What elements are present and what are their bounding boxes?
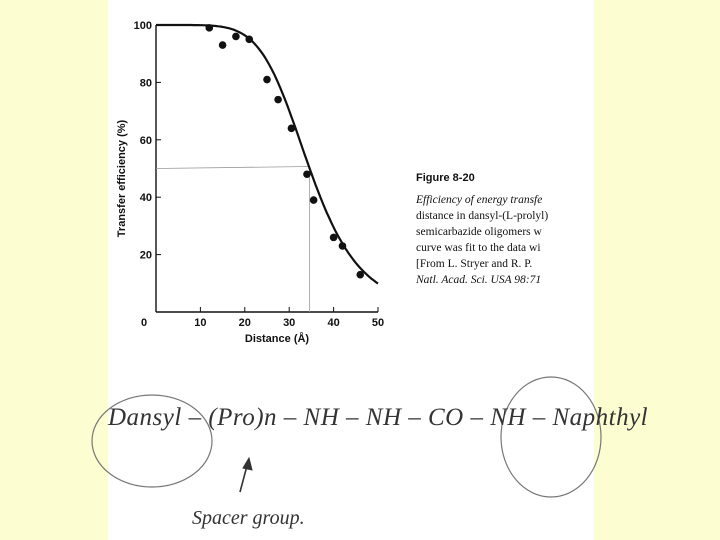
x-tick-label: 10 <box>194 317 207 329</box>
figure-label: Figure 8-20 <box>416 172 475 184</box>
caption-line-1: Efficiency of energy transfe <box>416 194 543 206</box>
data-point <box>219 41 227 49</box>
data-point <box>274 96 282 104</box>
data-point <box>263 76 271 84</box>
figure-caption <box>416 170 562 310</box>
caption-line-2: distance in dansyl-(L-prolyl) <box>416 210 549 222</box>
data-point <box>356 271 364 279</box>
caption-line-5: [From L. Stryer and R. P. <box>416 258 533 270</box>
y-tick-label: 40 <box>139 192 152 205</box>
data-point <box>310 196 318 204</box>
y-tick-label: 80 <box>139 77 152 90</box>
half-efficiency-guide <box>156 167 310 169</box>
x-tick-label: 30 <box>283 317 296 329</box>
x-tick-label: 20 <box>238 317 251 329</box>
data-point <box>339 242 347 250</box>
handwritten-formula: Dansyl – (Pro)n – NH – NH – CO – NH – Naphthyl <box>108 404 649 431</box>
spacer-group-label: Spacer group. <box>192 507 305 529</box>
chart-axes <box>116 20 384 345</box>
x-axis-title: Distance (Å) <box>244 333 310 345</box>
y-tick-label: 100 <box>133 20 152 32</box>
data-point <box>330 234 338 242</box>
naphthyl-circle <box>501 377 601 497</box>
x-tick-label: 0 <box>140 317 148 329</box>
data-point <box>288 125 296 133</box>
spacer-arrow-icon <box>240 458 252 492</box>
x-tick-label: 50 <box>371 317 385 329</box>
data-point <box>245 36 253 44</box>
y-axis-title: Transfer efficiency (%) <box>116 119 128 238</box>
y-tick-label: 20 <box>139 249 152 262</box>
caption-line-4: curve was fit to the data wi <box>416 242 541 254</box>
handwriting-annotations <box>92 377 601 497</box>
data-point <box>205 24 213 32</box>
data-point <box>303 170 311 178</box>
y-tick-label: 60 <box>139 134 152 147</box>
caption-line-3: semicarbazide oligomers w <box>416 226 542 238</box>
caption-line-6: Natl. Acad. Sci. USA 98:71 <box>416 274 542 286</box>
data-point <box>232 33 240 41</box>
x-tick-label: 40 <box>327 317 340 329</box>
